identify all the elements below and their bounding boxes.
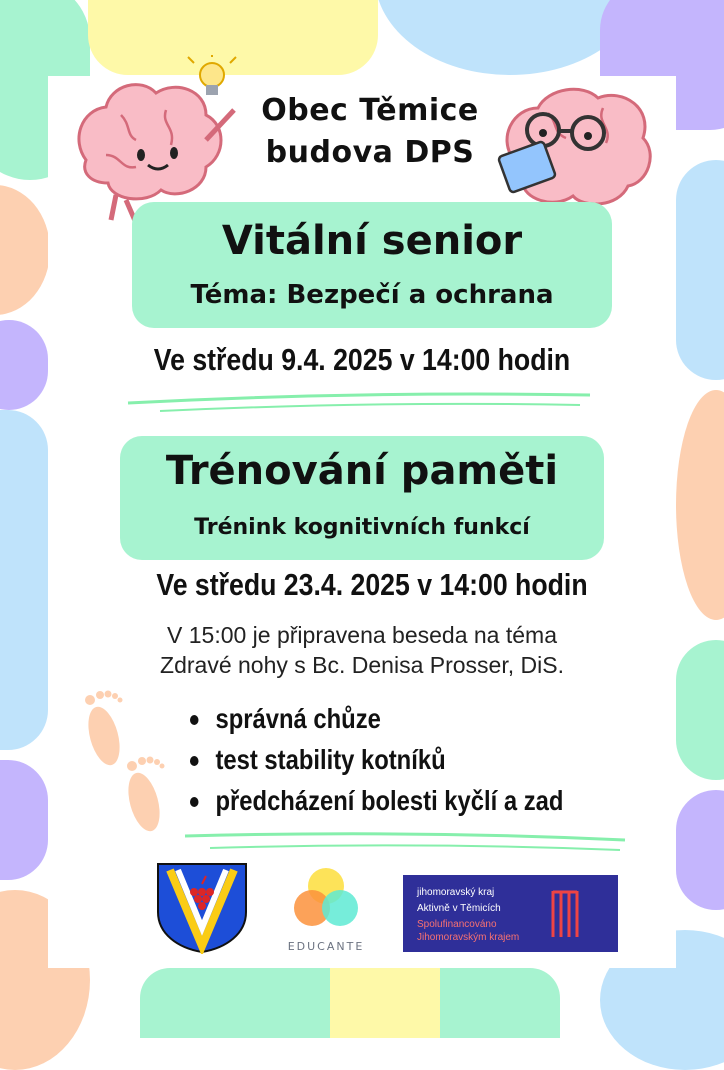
bullet-icon [190, 715, 199, 725]
header-village: Obec Těmice [261, 93, 479, 128]
event2-date: Ve středu 23.4. 2025 v 14:00 hodin [156, 567, 588, 602]
region-logo-box: jihomoravský kraj Aktivně v Těmicích Spolufinancováno Jihomoravským krajem [403, 875, 618, 952]
topic-list [190, 704, 629, 827]
brain-mascot-reading-icon [488, 78, 663, 218]
green-underline [180, 828, 630, 858]
coat-of-arms-logo [156, 862, 248, 954]
list-item: test stability kotníků [190, 745, 563, 786]
talk-line1: V 15:00 je připravena beseda na téma [167, 622, 557, 648]
bg-shape [676, 790, 724, 910]
educante-logo-text: EDUCANTE [287, 940, 365, 953]
bullet-icon [190, 797, 199, 807]
green-underline [120, 385, 600, 415]
event1-date: Ve středu 9.4. 2025 v 14:00 hodin [153, 342, 571, 377]
bg-shape [0, 185, 50, 315]
list-item: správná chůze [190, 704, 563, 745]
event2-title: Trénování paměti [165, 448, 559, 494]
event1-subtitle: Téma: Bezpečí a ochrana [190, 280, 554, 310]
region-m-icon [551, 889, 581, 939]
bg-shape [0, 760, 48, 880]
bullet-icon [190, 756, 199, 766]
talk-line2: Zdravé nohy s Bc. Denisa Prosser, DiS. [160, 652, 564, 678]
header-building: budova DPS [265, 135, 475, 170]
bg-shape [676, 160, 724, 380]
educante-logo-icon [290, 866, 362, 928]
bg-shape [0, 320, 48, 410]
event1-title: Vitální senior [221, 218, 523, 264]
footprints-icon [72, 684, 182, 844]
list-item: předcházení bolesti kyčlí a zad [190, 786, 563, 827]
bg-shape [0, 410, 48, 750]
bg-shape [330, 968, 440, 1038]
event2-subtitle: Trénink kognitivních funkcí [194, 515, 530, 540]
bg-shape [676, 390, 724, 620]
